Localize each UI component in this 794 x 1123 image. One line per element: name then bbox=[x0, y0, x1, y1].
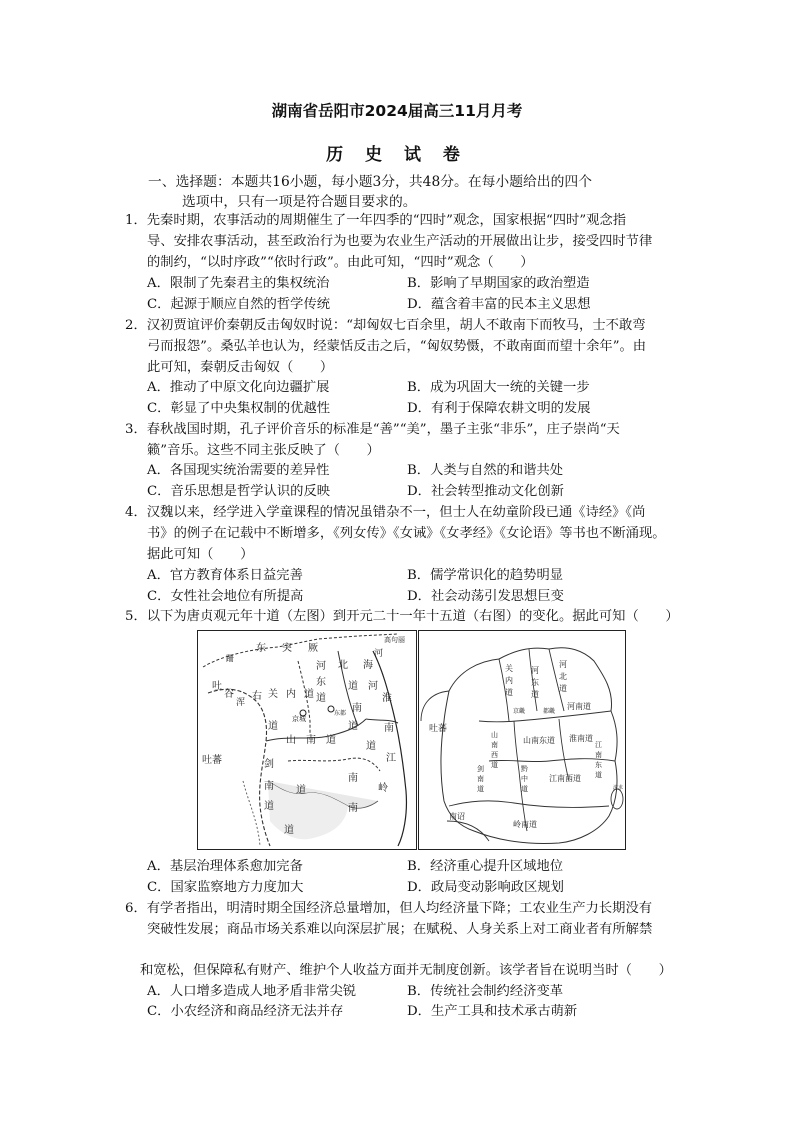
svg-text:东都: 东都 bbox=[334, 710, 347, 717]
option-d[interactable]: D．有利于保障农耕文明的发展 bbox=[407, 401, 591, 416]
svg-text:东: 东 bbox=[531, 678, 539, 687]
svg-text:河: 河 bbox=[559, 660, 567, 669]
svg-text:京畿: 京畿 bbox=[513, 708, 526, 715]
svg-text:淮南道: 淮南道 bbox=[569, 734, 593, 743]
option-b[interactable]: B．经济重心提升区域地位 bbox=[407, 859, 564, 874]
tang-ten-circuits-map bbox=[197, 630, 417, 850]
svg-text:关: 关 bbox=[505, 664, 513, 673]
svg-text:江: 江 bbox=[595, 741, 602, 749]
option-a[interactable]: A．推动了中原文化向边疆扩展 bbox=[147, 380, 330, 395]
svg-text:东: 东 bbox=[256, 643, 266, 654]
option-a[interactable]: A．限制了先秦君主的集权统治 bbox=[147, 276, 330, 291]
question-text-line: 书》的例子在记载中不断增多，《列女传》《女诫》《女孝经》《女论语》等书也不断涌现。 bbox=[147, 526, 666, 541]
subject-title: 历 史 试 卷 bbox=[326, 145, 468, 165]
question-text-line: 3．春秋战国时期，孔子评价音乐的标准是“善”“美”，墨子主张“非乐”，庄子崇尚“天 bbox=[125, 422, 620, 437]
svg-text:北: 北 bbox=[559, 672, 567, 681]
svg-text:浑: 浑 bbox=[236, 698, 246, 708]
svg-text:吐: 吐 bbox=[212, 681, 222, 692]
svg-text:流求: 流求 bbox=[613, 785, 624, 791]
svg-text:吐蕃: 吐蕃 bbox=[429, 724, 448, 734]
svg-text:淮: 淮 bbox=[382, 693, 392, 704]
svg-text:厥: 厥 bbox=[308, 643, 318, 654]
map-drawing bbox=[419, 631, 625, 849]
question-text-line: 据此可知（ ） bbox=[147, 547, 254, 562]
svg-text:内: 内 bbox=[505, 676, 513, 685]
svg-text:右: 右 bbox=[252, 691, 262, 702]
svg-text:东: 东 bbox=[595, 761, 602, 769]
svg-text:突: 突 bbox=[282, 643, 292, 654]
section-intro-line1: 一、选择题：本题共16小题，每小题3分，共48分。在每小题给出的四个 bbox=[148, 174, 592, 190]
svg-text:高句丽: 高句丽 bbox=[384, 636, 405, 644]
svg-text:河南道: 河南道 bbox=[567, 702, 591, 711]
svg-text:江: 江 bbox=[386, 753, 396, 764]
option-d[interactable]: D．社会转型推动文化创新 bbox=[407, 484, 564, 499]
svg-text:北: 北 bbox=[338, 660, 348, 671]
svg-text:岭南道: 岭南道 bbox=[513, 820, 537, 829]
svg-text:道: 道 bbox=[268, 721, 278, 732]
exam-title: 湖南省岳阳市2024届高三11月月考 bbox=[271, 102, 523, 120]
question-text-line: 籁”音乐。这些不同主张反映了（ ） bbox=[147, 443, 380, 458]
question-text-line: 导、安排农事活动，甚至政治行为也要为农业生产活动的开展做出让步，接受四时节律 bbox=[147, 234, 653, 249]
svg-text:道: 道 bbox=[477, 785, 484, 793]
svg-text:剑: 剑 bbox=[264, 759, 274, 770]
option-c[interactable]: C．音乐思想是哲学认识的反映 bbox=[147, 484, 331, 499]
map-drawing bbox=[198, 631, 416, 849]
option-c[interactable]: C．国家监察地方力度加大 bbox=[147, 880, 304, 895]
svg-text:道: 道 bbox=[491, 761, 498, 769]
svg-text:道: 道 bbox=[505, 688, 513, 697]
svg-text:道: 道 bbox=[264, 801, 274, 812]
option-b[interactable]: B．人类与自然的和谐共处 bbox=[407, 463, 564, 478]
svg-text:南: 南 bbox=[352, 703, 362, 714]
svg-text:岭: 岭 bbox=[378, 783, 388, 794]
svg-text:海: 海 bbox=[363, 660, 373, 671]
svg-text:江南西道: 江南西道 bbox=[549, 774, 581, 783]
question-text-line: 4．汉魏以来，经学进入学童课程的情况虽错杂不一，但士人在幼童阶段已通《诗经》《尚 bbox=[125, 505, 646, 520]
svg-text:南: 南 bbox=[348, 773, 358, 784]
option-c[interactable]: C．女性社会地位有所提高 bbox=[147, 589, 304, 604]
svg-text:吐蕃: 吐蕃 bbox=[202, 755, 222, 766]
option-b[interactable]: B．影响了早期国家的政治塑造 bbox=[407, 276, 590, 291]
svg-text:道: 道 bbox=[595, 771, 602, 779]
option-c[interactable]: C．小农经济和商品经济无法并存 bbox=[147, 1004, 344, 1019]
option-a[interactable]: A．各国现实统治需要的差异性 bbox=[147, 463, 330, 478]
svg-text:道: 道 bbox=[366, 741, 376, 752]
svg-text:河: 河 bbox=[374, 649, 384, 659]
svg-text:南: 南 bbox=[477, 775, 484, 783]
svg-text:山: 山 bbox=[286, 735, 296, 746]
svg-text:道: 道 bbox=[296, 785, 306, 796]
svg-text:道: 道 bbox=[326, 735, 336, 746]
svg-text:南: 南 bbox=[384, 723, 394, 734]
svg-text:道: 道 bbox=[559, 684, 567, 693]
svg-text:西: 西 bbox=[491, 751, 498, 759]
svg-text:道: 道 bbox=[348, 721, 358, 732]
svg-text:黔: 黔 bbox=[521, 765, 528, 773]
svg-text:道: 道 bbox=[316, 693, 326, 704]
svg-text:山南东道: 山南东道 bbox=[523, 736, 555, 745]
option-d[interactable]: D．生产工具和技术承古萌新 bbox=[407, 1004, 578, 1019]
question-text-line: 5．以下为唐贞观元年十道（左图）到开元二十一年十五道（右图）的变化。据此可知（ ） bbox=[125, 609, 679, 624]
option-a[interactable]: A．官方教育体系日益完善 bbox=[147, 568, 303, 583]
option-b[interactable]: B．儒学常识化的趋势明显 bbox=[407, 568, 564, 583]
svg-text:南诏: 南诏 bbox=[449, 812, 465, 821]
svg-text:河: 河 bbox=[368, 681, 378, 692]
tang-fifteen-circuits-map bbox=[418, 630, 626, 850]
question-text-line: 和宽松，但保障私有财产、维护个人收益方面并无制度创新。该学者旨在说明当时（ ） bbox=[140, 963, 672, 978]
svg-text:南: 南 bbox=[348, 803, 358, 814]
question-text-line: 6．有学者指出，明清时期全国经济总量增加，但人均经济量下降；工农业生产力长期没有 bbox=[125, 901, 653, 916]
question-text-line: 2．汉初贾谊评价秦朝反击匈奴时说：“却匈奴七百余里，胡人不敢南下而牧马，士不敢弯 bbox=[125, 318, 646, 333]
svg-text:道: 道 bbox=[521, 785, 528, 793]
svg-text:道: 道 bbox=[531, 690, 539, 699]
svg-text:南: 南 bbox=[306, 735, 316, 746]
option-c[interactable]: C．彰显了中央集权制的优越性 bbox=[147, 401, 331, 416]
option-b[interactable]: B．成为巩固大一统的关键一步 bbox=[407, 380, 590, 395]
question-text-line: 的制约，“以时序政”“依时行政”。由此可知，“四时”观念（ ） bbox=[147, 255, 534, 270]
svg-text:南: 南 bbox=[595, 751, 602, 759]
svg-text:山: 山 bbox=[491, 731, 498, 739]
question-text-line: 此可知，秦朝反击匈奴（ ） bbox=[147, 360, 334, 375]
option-d[interactable]: D．社会动荡引发思想巨变 bbox=[407, 589, 564, 604]
svg-text:中: 中 bbox=[521, 775, 528, 783]
option-c[interactable]: C．起源于顺应自然的哲学传统 bbox=[147, 297, 331, 312]
svg-text:都畿: 都畿 bbox=[543, 708, 556, 715]
svg-text:南: 南 bbox=[264, 781, 274, 792]
option-a[interactable]: A．基层治理体系愈加完备 bbox=[147, 859, 303, 874]
svg-text:内: 内 bbox=[286, 689, 296, 700]
svg-text:谷: 谷 bbox=[224, 689, 234, 700]
option-a[interactable]: A．人口增多造成人地矛盾非常尖锐 bbox=[147, 984, 357, 999]
svg-text:道: 道 bbox=[304, 689, 314, 700]
svg-text:跚: 跚 bbox=[226, 654, 234, 663]
question-text-line: 1．先秦时期，农事活动的周期催生了一年四季的“四时”观念，国家根据“四时”观念指 bbox=[125, 213, 627, 228]
svg-text:道: 道 bbox=[348, 681, 358, 692]
option-b[interactable]: B．传统社会制约经济变革 bbox=[407, 984, 564, 999]
svg-text:关: 关 bbox=[268, 689, 278, 700]
svg-text:剑: 剑 bbox=[477, 765, 484, 773]
svg-text:东: 东 bbox=[316, 677, 326, 688]
option-d[interactable]: D．蕴含着丰富的民本主义思想 bbox=[407, 297, 591, 312]
section-intro-line2: 选项中，只有一项是符合题目要求的。 bbox=[182, 194, 417, 210]
option-d[interactable]: D．政局变动影响政区规划 bbox=[407, 880, 564, 895]
svg-text:河: 河 bbox=[316, 661, 326, 672]
svg-text:南: 南 bbox=[491, 741, 498, 749]
svg-text:河: 河 bbox=[531, 666, 539, 675]
question-text-line: 弓而报怨”。桑弘羊也认为，经蒙恬反击之后，“匈奴势慑，不敢南面而望十余年”。由 bbox=[147, 339, 647, 354]
svg-text:京城: 京城 bbox=[292, 715, 306, 723]
svg-text:道: 道 bbox=[284, 825, 294, 836]
question-text-line: 突破性发展；商品市场关系难以向深层扩展；在赋税、人身关系上对工商业者有所解禁 bbox=[147, 922, 653, 937]
